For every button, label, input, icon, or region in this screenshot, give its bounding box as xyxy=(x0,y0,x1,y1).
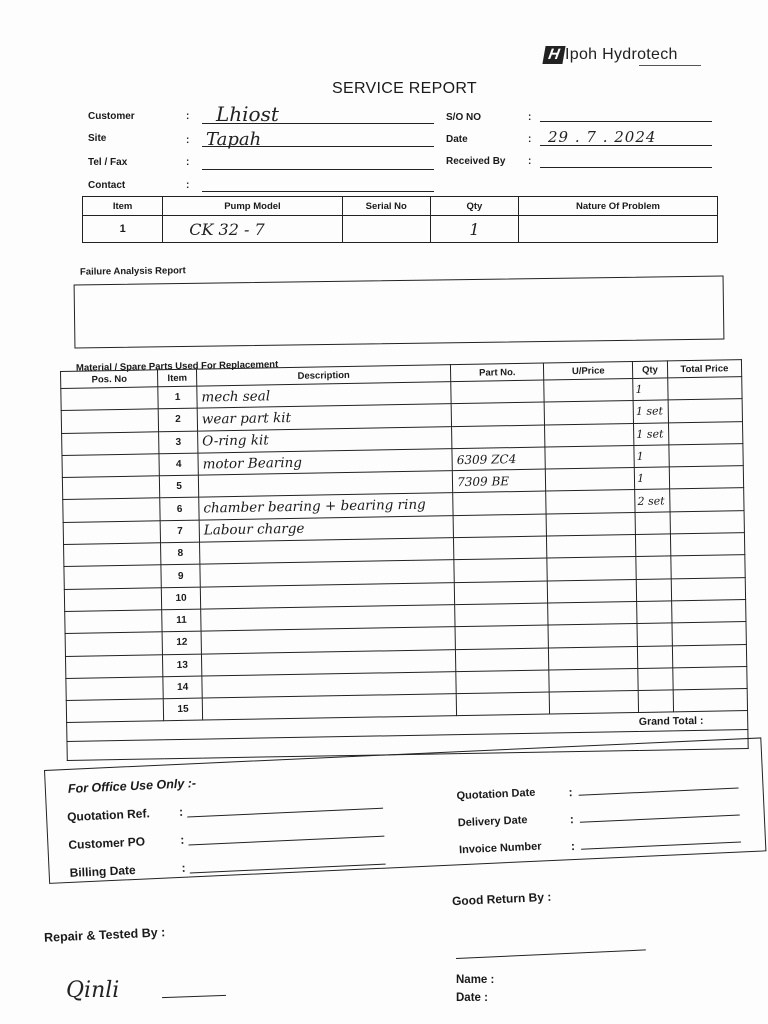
item-number: 2 xyxy=(158,408,197,431)
so-label: S/O NO xyxy=(446,112,482,123)
total-price-cell[interactable] xyxy=(670,533,745,557)
part-no-cell[interactable] xyxy=(451,402,544,426)
pump-table-header xyxy=(83,197,718,216)
billing-date-line[interactable] xyxy=(190,864,386,874)
unit-price-cell[interactable] xyxy=(545,423,634,447)
total-price-cell[interactable] xyxy=(669,443,744,467)
quotation-date-line[interactable] xyxy=(579,788,739,796)
pump-model[interactable]: CK 32 - 7 xyxy=(163,216,342,243)
repair-tested-label: Repair & Tested By : xyxy=(43,925,166,945)
item-number: 13 xyxy=(163,654,202,677)
unit-price-cell[interactable] xyxy=(549,691,638,715)
part-no-cell[interactable] xyxy=(455,603,548,627)
qty-cell[interactable] xyxy=(636,534,671,557)
description-cell[interactable]: Labour charge xyxy=(199,515,454,542)
quotation-ref-colon: : xyxy=(178,804,184,819)
part-no-cell[interactable] xyxy=(453,492,546,516)
unit-price-cell[interactable] xyxy=(549,646,638,670)
item-number: 15 xyxy=(164,698,203,721)
received-by-label: Received By xyxy=(446,156,506,167)
pos-no-cell[interactable] xyxy=(63,521,161,545)
invoice-number-label: Invoice Number xyxy=(458,840,542,857)
customer-value[interactable]: Lhiost xyxy=(216,102,279,126)
unit-price-cell[interactable] xyxy=(548,624,637,648)
qty-cell[interactable] xyxy=(638,645,673,668)
part-no-cell[interactable] xyxy=(452,425,545,449)
qty-cell[interactable] xyxy=(638,668,673,691)
so-line[interactable] xyxy=(540,121,712,122)
total-price-cell[interactable] xyxy=(667,377,742,401)
date-footer-label: Date : xyxy=(456,992,488,1004)
good-return-line[interactable] xyxy=(456,949,646,959)
pump-item: 1 xyxy=(83,216,163,243)
item-number: 1 xyxy=(158,386,197,409)
item-number: 4 xyxy=(159,453,198,476)
invoice-number-colon: : xyxy=(570,838,576,854)
pos-no-cell[interactable] xyxy=(65,610,163,634)
date-value[interactable]: 29 . 7 . 2024 xyxy=(548,128,657,146)
total-price-cell[interactable] xyxy=(668,421,743,445)
qty-cell[interactable] xyxy=(635,512,670,535)
quotation-ref-line[interactable] xyxy=(187,808,383,818)
unit-price-cell[interactable] xyxy=(544,401,633,425)
qty-cell[interactable] xyxy=(637,623,672,646)
item-number: 10 xyxy=(162,587,201,610)
item-number: 12 xyxy=(162,631,201,654)
col-nature-of-problem: Nature Of Problem xyxy=(518,197,717,216)
qty-cell[interactable]: 1 set xyxy=(633,400,668,423)
col-qty: Qty xyxy=(633,361,668,379)
total-price-cell[interactable] xyxy=(668,399,743,423)
contact-line[interactable] xyxy=(202,191,434,192)
item-number: 14 xyxy=(163,676,202,699)
unit-price-cell[interactable] xyxy=(547,557,636,581)
pos-no-cell[interactable] xyxy=(61,409,159,433)
col-part-no: Part No. xyxy=(451,363,544,382)
signature: Qinli xyxy=(66,978,120,1003)
description-cell[interactable]: wear part kit xyxy=(197,404,452,431)
description-cell[interactable]: mech seal xyxy=(197,382,452,409)
logo-underline xyxy=(639,65,701,66)
site-label: Site xyxy=(88,133,107,144)
description-cell[interactable]: chamber bearing + bearing ring xyxy=(199,493,454,520)
unit-price-cell[interactable] xyxy=(546,490,635,514)
part-no-cell[interactable] xyxy=(454,581,547,605)
total-price-cell[interactable] xyxy=(671,600,746,624)
quotation-ref-label: Quotation Ref. xyxy=(66,806,151,824)
pos-no-cell[interactable] xyxy=(62,476,160,500)
failure-analysis-box[interactable] xyxy=(74,275,725,348)
pos-no-cell[interactable] xyxy=(62,431,160,455)
office-use-title: For Office Use Only :- xyxy=(67,776,197,796)
parts-table xyxy=(60,359,749,761)
part-no-cell[interactable] xyxy=(451,380,544,404)
date-colon: : xyxy=(528,134,532,145)
unit-price-cell[interactable] xyxy=(546,512,635,536)
pos-no-cell[interactable] xyxy=(63,498,161,522)
qty-cell[interactable] xyxy=(637,601,672,624)
tel-line[interactable] xyxy=(202,169,434,170)
customer-po-label: Customer PO xyxy=(68,834,146,852)
pos-no-cell[interactable] xyxy=(66,699,164,723)
col-pump-model: Pump Model xyxy=(163,197,342,216)
item-number: 5 xyxy=(160,475,199,498)
pump-table-row xyxy=(83,216,718,243)
unit-price-cell[interactable] xyxy=(548,601,637,625)
pos-no-cell[interactable] xyxy=(66,677,164,701)
pos-no-cell[interactable] xyxy=(65,654,163,678)
total-price-cell[interactable] xyxy=(670,510,745,534)
qty-cell[interactable] xyxy=(636,579,671,602)
pos-no-cell[interactable] xyxy=(64,543,162,567)
col-serial-no: Serial No xyxy=(342,197,430,216)
name-label: Name : xyxy=(456,974,495,986)
item-number: 7 xyxy=(160,520,199,543)
qty-cell[interactable] xyxy=(638,690,673,713)
contact-colon: : xyxy=(186,180,190,191)
total-price-cell[interactable] xyxy=(672,644,747,668)
item-number: 6 xyxy=(160,498,199,521)
parts-section-label: Material / Spare Parts Used For Replacement xyxy=(75,359,279,374)
pos-no-cell[interactable] xyxy=(64,565,162,589)
description-cell[interactable]: O-ring kit xyxy=(198,426,453,453)
part-no-cell[interactable] xyxy=(454,558,547,582)
part-no-cell[interactable] xyxy=(454,536,547,560)
total-price-cell[interactable] xyxy=(669,466,744,490)
delivery-date-label: Delivery Date xyxy=(457,814,528,830)
date-label: Date xyxy=(446,134,468,145)
total-price-cell[interactable] xyxy=(671,555,746,579)
quotation-date-colon: : xyxy=(568,785,573,800)
pos-no-cell[interactable] xyxy=(65,632,163,656)
col-pos-no: Pos. No xyxy=(61,370,159,389)
site-colon: : xyxy=(186,135,190,146)
item-number: 3 xyxy=(159,431,198,454)
part-no-cell[interactable] xyxy=(453,514,546,538)
received-by-line[interactable] xyxy=(540,167,712,168)
col-description: Description xyxy=(196,365,450,386)
qty-cell[interactable]: 1 xyxy=(633,378,668,401)
qty-cell[interactable]: 2 set xyxy=(635,489,670,512)
billing-date-label: Billing Date xyxy=(69,862,136,880)
unit-price-cell[interactable] xyxy=(549,668,638,692)
col-total-price: Total Price xyxy=(667,360,742,378)
part-no-cell[interactable] xyxy=(456,670,549,694)
col-item: Item xyxy=(158,369,197,387)
tel-label: Tel / Fax xyxy=(88,157,128,168)
invoice-number-line[interactable] xyxy=(581,841,741,849)
delivery-date-line[interactable] xyxy=(580,814,740,822)
pos-no-cell[interactable] xyxy=(62,454,160,478)
total-price-cell[interactable] xyxy=(669,488,744,512)
pump-qty[interactable]: 1 xyxy=(430,216,518,243)
unit-price-cell[interactable] xyxy=(546,468,635,492)
logo-mark-icon: H xyxy=(542,46,565,64)
unit-price-cell[interactable] xyxy=(544,379,633,403)
page-title: SERVICE REPORT xyxy=(332,80,477,97)
contact-label: Contact xyxy=(88,180,126,191)
pump-problem[interactable] xyxy=(518,216,717,243)
item-number: 9 xyxy=(161,564,200,587)
total-price-cell[interactable] xyxy=(671,577,746,601)
site-value[interactable]: Tapah xyxy=(206,129,262,150)
pos-no-cell[interactable] xyxy=(61,387,159,411)
part-no-cell[interactable]: 6309 ZC4 xyxy=(452,447,545,471)
good-return-label: Good Return By : xyxy=(451,889,552,909)
item-number: 11 xyxy=(162,609,201,632)
unit-price-cell[interactable] xyxy=(547,535,636,559)
company-logo xyxy=(544,46,678,64)
logo-text: Ipoh Hydrotech xyxy=(565,46,678,63)
total-price-cell[interactable] xyxy=(672,666,747,690)
parts-body xyxy=(61,377,748,723)
total-price-cell[interactable] xyxy=(673,689,748,713)
failure-analysis-label: Failure Analysis Report xyxy=(79,265,186,278)
qty-cell[interactable]: 1 set xyxy=(634,422,669,445)
part-no-cell[interactable] xyxy=(456,692,549,716)
qty-cell[interactable]: 1 xyxy=(634,467,669,490)
unit-price-cell[interactable] xyxy=(547,579,636,603)
grand-total-label: Grand Total : xyxy=(639,711,748,732)
quotation-date-label: Quotation Date xyxy=(456,786,536,803)
pump-table xyxy=(82,196,718,243)
unit-price-cell[interactable] xyxy=(545,445,634,469)
customer-colon: : xyxy=(186,111,190,122)
qty-cell[interactable] xyxy=(636,556,671,579)
item-number: 8 xyxy=(161,542,200,565)
so-colon: : xyxy=(528,112,532,123)
col-unit-price: U/Price xyxy=(544,362,633,381)
customer-po-colon: : xyxy=(179,832,185,847)
part-no-cell[interactable]: 7309 BE xyxy=(452,469,545,493)
received-by-colon: : xyxy=(528,156,532,167)
total-price-cell[interactable] xyxy=(672,622,747,646)
pos-no-cell[interactable] xyxy=(64,587,162,611)
part-no-cell[interactable] xyxy=(455,625,548,649)
customer-label: Customer xyxy=(88,111,135,122)
col-item: Item xyxy=(83,197,163,216)
delivery-date-colon: : xyxy=(569,812,575,827)
part-no-cell[interactable] xyxy=(456,648,549,672)
customer-po-line[interactable] xyxy=(189,836,385,846)
billing-date-colon: : xyxy=(181,860,186,875)
qty-cell[interactable]: 1 xyxy=(634,445,669,468)
description-cell[interactable]: motor Bearing xyxy=(198,449,453,476)
signature-line xyxy=(162,995,226,998)
tel-colon: : xyxy=(186,157,190,168)
col-qty: Qty xyxy=(430,197,518,216)
pump-serial[interactable] xyxy=(342,216,430,243)
